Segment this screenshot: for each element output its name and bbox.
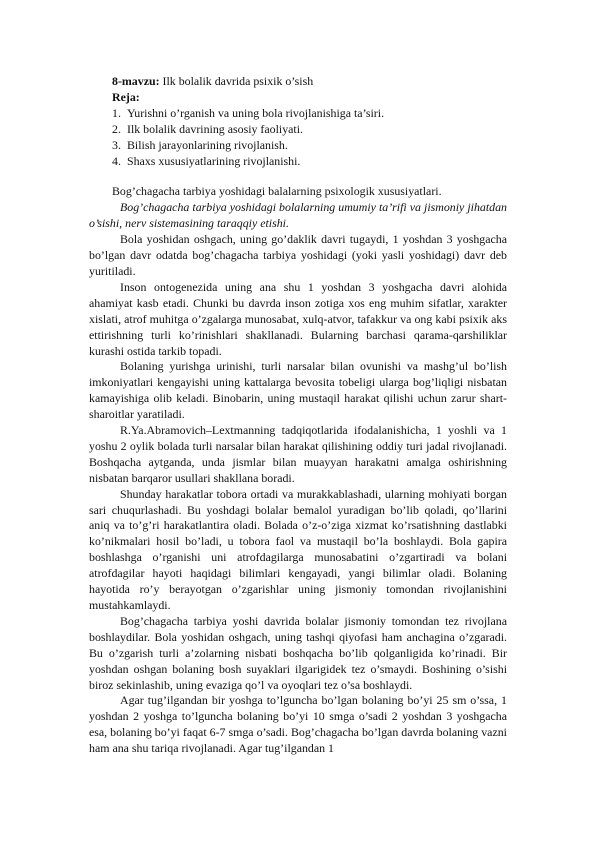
- paragraph: R.Ya.Abramovich–Lextmanning tadqiqotlarida ifodalanishicha, 1 yoshli va 1 yoshu 2 oylik bolada turli narsalar bilan harakat qilishining oddiy turi jadal rivojlanadi. Boshqacha aytganda, unda jismlar bilan muayyan harakatni amalga oshirishning nisbatan barqaror usullari shakllana boradi.: [89, 423, 507, 485]
- plan-item-number: 3.: [112, 137, 121, 152]
- paragraph-italic-intro: Bog’chagacha tarbiya yoshidagi bolalarning umumiy ta’rifi va jismoniy jihatdan o’sishi, nerv sistemasining taraqqiy etishi.: [89, 200, 507, 231]
- topic-heading: [112, 74, 507, 90]
- plan-item-number: 2.: [112, 121, 121, 136]
- plan-item-text: Yurishni o’rganish va uning bola rivojlanishiga ta’siri.: [127, 105, 385, 120]
- paragraph: Bola yoshidan oshgach, uning go’daklik davri tugaydi, 1 yoshdan 3 yoshgacha bo’lgan davr odatda bog’chagacha tarbiya yoshidagi (yoki yasli yoshidagi) davr deb yuritiladi.: [89, 232, 507, 278]
- plan-item-number: 4.: [112, 153, 121, 168]
- plan-list: [89, 106, 507, 170]
- paragraph: Bog’chagacha tarbiya yoshi davrida bolalar jismoniy tomondan tez rivojlana boshlaydilar. Bola yoshidan oshgach, uning tashqi qiyofasi ham anchagina o’zgaradi. Bu o’zgarish turli a’zolarning nisbati boshqacha bo’lib qolganligida ko’rinadi. Bir yoshdan oshgan bolaning bosh suyaklari ilgarigidek tez o’smaydi. Boshining o’sishi biroz sekinlashib, uning evaziga qo’l va oyoqlari tez o’sa boshlaydi.: [89, 613, 507, 692]
- plan-item: [112, 154, 507, 170]
- document-page: [89, 74, 507, 757]
- plan-item: [112, 106, 507, 122]
- spacer: [89, 169, 507, 184]
- plan-item: [112, 138, 507, 154]
- topic-label: 8-mavzu:: [112, 74, 160, 88]
- plan-item-text: Bilish jarayonlarining rivojlanish.: [127, 137, 288, 152]
- plan-label: Reja:: [112, 89, 140, 104]
- paragraph: Inson ontogenezida uning ana shu 1 yoshdan 3 yoshgacha davri alohida ahamiyat kasb etadi. Chunki bu davrda inson zotiga xos eng muhim sifatlar, xarakter xislati, atrof muhitga o’zgalarga munosabat, xulq-atvor, tafakkur va ong kabi psixik aks ettirishning turli ko’rinishlari shakllanadi. Bularning barchasi qarama-qarshiliklar kurashi ostida tarkib topadi.: [89, 279, 507, 358]
- topic-text: Ilk bolalik davrida psixik o’sish: [162, 74, 314, 88]
- plan-item-text: Shaxs xususiyatlarining rivojlanishi.: [127, 153, 301, 168]
- plan-item-number: 1.: [112, 105, 121, 120]
- paragraph: Agar tug’ilgandan bir yoshga to’lguncha bo’lgan bolaning bo’yi 25 sm o’ssa, 1 yoshdan 2 yoshga to’lguncha bolaning bo’yi 10 smga o’sadi 2 yoshdan 3 yoshgacha esa, bolaning bo’yi faqat 6-7 smga o’sadi. Bog’chagacha bo’lgan davrda bolaning vazni ham ana shu tariqa rivojlanadi. Agar tug’ilgandan 1: [89, 693, 507, 756]
- paragraph: Bolaning yurishga urinishi, turli narsalar bilan ovunishi va mashg’ul bo’lish imkoniyatlari kengayishi uning kattalarga bevosita tobeligi ularga bog’liqligi nisbatan kamayishiga olib keladi. Binobarin, uning mustaqil harakat qilishi uchun zarur shart-sharoitlar yaratiladi.: [89, 359, 507, 422]
- section-title: Bog’chagacha tarbiya yoshidagi balalarning psixologik xususiyatlari.: [112, 184, 442, 199]
- plan-item-text: Ilk bolalik davrining asosiy faoliyati.: [127, 121, 304, 136]
- paragraph: Shunday harakatlar tobora ortadi va murakkablashadi, ularning mohiyati borgan sari chuqurlashadi. Bu yoshdagi bolalar bemalol yuradigan bo’lib qoladi, qo’llarini aniq va to’g’ri harakatlantira oladi. Bolada o’z-o’ziga xizmat ko’rsatishning dastlabki ko’nikmalari hosil bo’ladi, u tobora faol va mustaqil bo’la boshlaydi. Bola gapira boshlashga o’rganishi uni atrofdagilarga munosabatini o’zgartiradi va bolani atrofdagilar hayoti haqidagi bilimlari kengayadi, yangi bilimlar oladi. Bolaning hayotida ro’y berayotgan o’zgarishlar uning jismoniy tomondan rivojlanishini mustahkamlaydi.: [89, 486, 507, 612]
- plan-item: [112, 122, 507, 138]
